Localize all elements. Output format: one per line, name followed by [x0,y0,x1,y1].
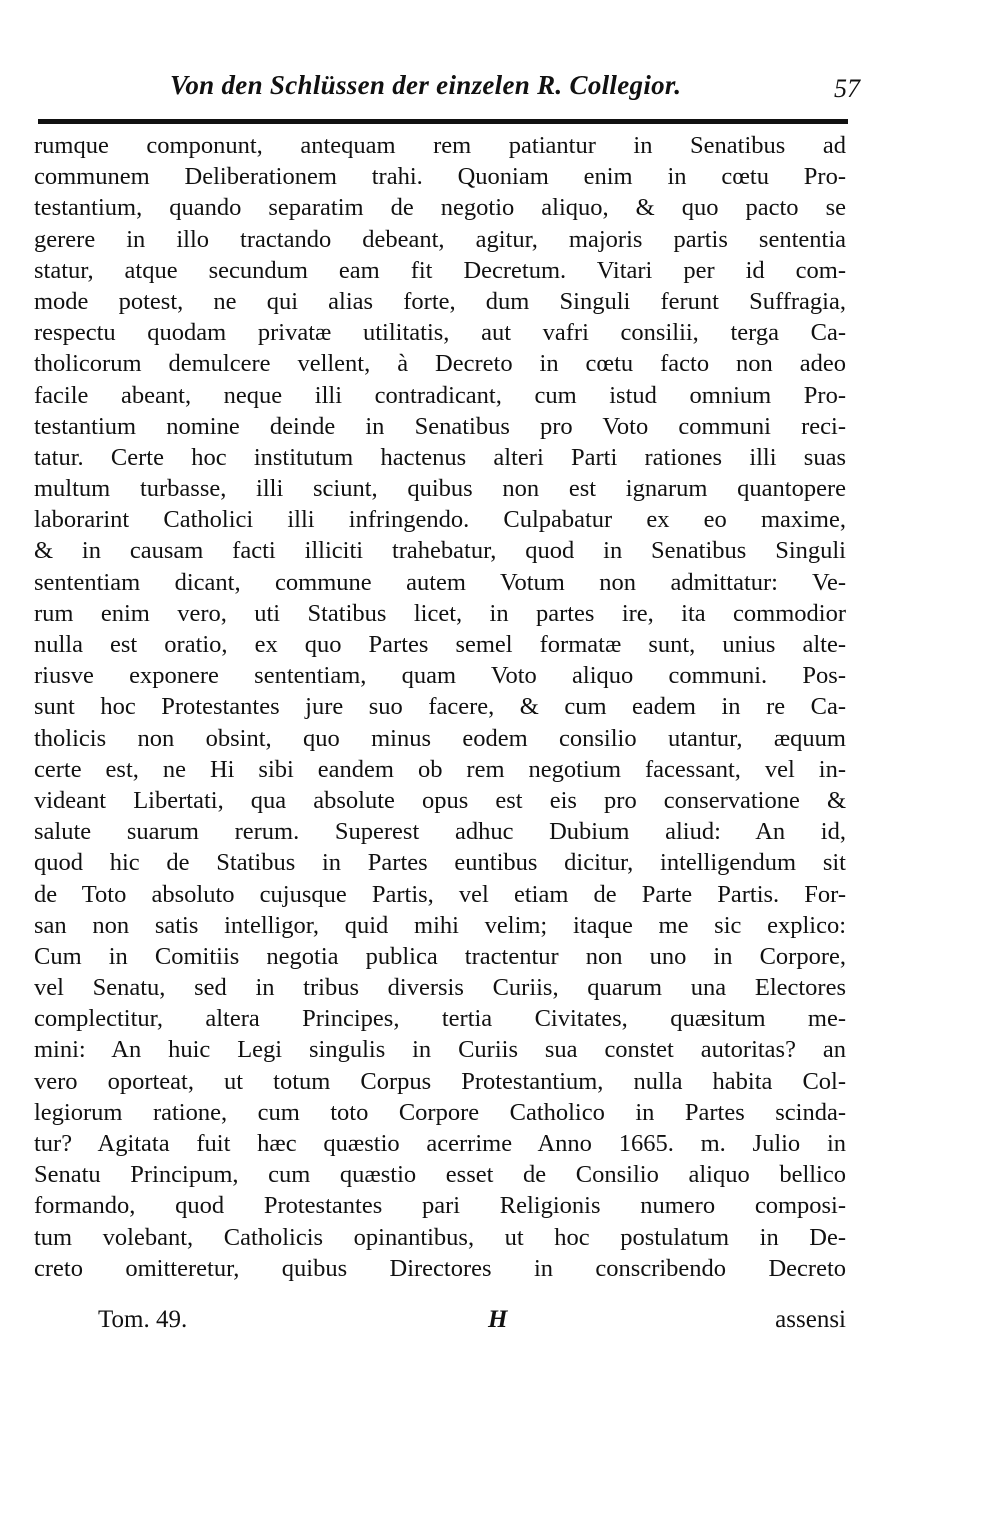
text-line: sunt hoc Protestantes jure suo facere, & cum eadem in re Ca- [34,693,846,721]
text-line: tum volebant, Catholicis opinantibus, ut hoc postulatum in De- [34,1223,846,1251]
text-line: rum enim vero, uti Statibus licet, in partes ire, ita commodior [34,599,846,627]
volume-signature: Tom. 49. [98,1306,188,1333]
running-title: Von den Schlüssen der einzelen R. Collegior. [170,70,682,100]
page-number: 57 [834,74,860,103]
text-line: tholicorum demulcere vellent, à Decreto in cœtu facto non adeo [34,350,846,378]
text-line: quod hic de Statibus in Partes euntibus dicitur, intelligendum sit [34,849,846,877]
text-line: laborarint Catholici illi infringendo. Culpabatur ex eo maxime, [34,506,846,534]
text-line: gerere in illo tractando debeant, agitur, majoris partis sententia [34,225,846,253]
text-line: respectu quodam privatæ utilitatis, aut vafri consilii, terga Ca- [34,319,846,347]
text-line: tholicis non obsint, quo minus eodem consilio utantur, æquum [34,724,846,752]
text-line: formando, quod Protestantes pari Religionis numero composi- [34,1192,846,1220]
text-line: facile abeant, neque illi contradicant, cum istud omnium Pro- [34,381,846,409]
text-line: rumque componunt, antequam rem patiantur in Senatibus ad [34,132,846,159]
text-line: videant Libertati, qua absolute opus est eis pro conservatione & [34,786,846,814]
text-line: creto omitteretur, quibus Directores in conscribendo Decreto [34,1254,846,1282]
text-line: & in causam facti illiciti trahebatur, quod in Senatibus Singuli [34,537,846,565]
text-line: communem Deliberationem trahi. Quoniam enim in cœtu Pro- [34,163,846,191]
text-line: Senatu Principum, cum quæstio esset de Consilio aliquo bellico [34,1161,846,1189]
text-line: testantium, quando separatim de negotio aliquo, & quo pacto se [34,194,846,222]
text-line: multum turbasse, illi sciunt, quibus non est ignarum quantopere [34,475,846,503]
text-line: testantium nomine deinde in Senatibus pro Voto communi reci- [34,412,846,440]
text-line: de Toto absoluto cujusque Partis, vel etiam de Parte Partis. For- [34,880,846,908]
text-line: vero oporteat, ut totum Corpus Protestantium, nulla habita Col- [34,1067,846,1095]
text-line: legiorum ratione, cum toto Corpore Catholico in Partes scinda- [34,1098,846,1126]
gathering-mark: H [488,1306,508,1333]
text-line: san non satis intelligor, quid mihi velim; itaque me sic explico: [34,911,846,939]
running-head [140,68,860,108]
catchword: assensi [775,1306,846,1333]
text-line: tur? Agitata fuit hæc quæstio acerrime Anno 1665. m. Julio in [34,1130,846,1157]
text-line: tatur. Certe hoc institutum hactenus alteri Parti rationes illi suas [34,443,846,471]
text-line: riusve exponere sententiam, quam Voto aliquo communi. Pos- [34,662,846,690]
text-line: statur, atque secundum eam fit Decretum. Vitari per id com- [34,256,846,284]
text-line: Cum in Comitiis negotia publica tractentur non uno in Corpore, [34,942,846,970]
text-line: certe est, ne Hi sibi eandem ob rem negotium facessant, vel in- [34,755,846,783]
text-line: sententiam dicant, commune autem Votum non admittatur: Ve- [34,568,846,596]
text-line: nulla est oratio, ex quo Partes semel formatæ sunt, unius alte- [34,631,846,658]
header-rule [38,119,848,124]
text-line: complectitur, altera Principes, tertia Civitates, quæsitum me- [34,1005,846,1033]
body-text [34,130,846,1284]
text-line: vel Senatu, sed in tribus diversis Curiis, quarum una Electores [34,974,846,1002]
text-line: mode potest, ne qui alias forte, dum Singuli ferunt Suffragia, [34,287,846,315]
text-line: salute suarum rerum. Superest adhuc Dubium aliud: An id, [34,818,846,846]
text-line: mini: An huic Legi singulis in Curiis sua constet autoritas? an [34,1036,846,1064]
page-footer [98,1306,846,1338]
